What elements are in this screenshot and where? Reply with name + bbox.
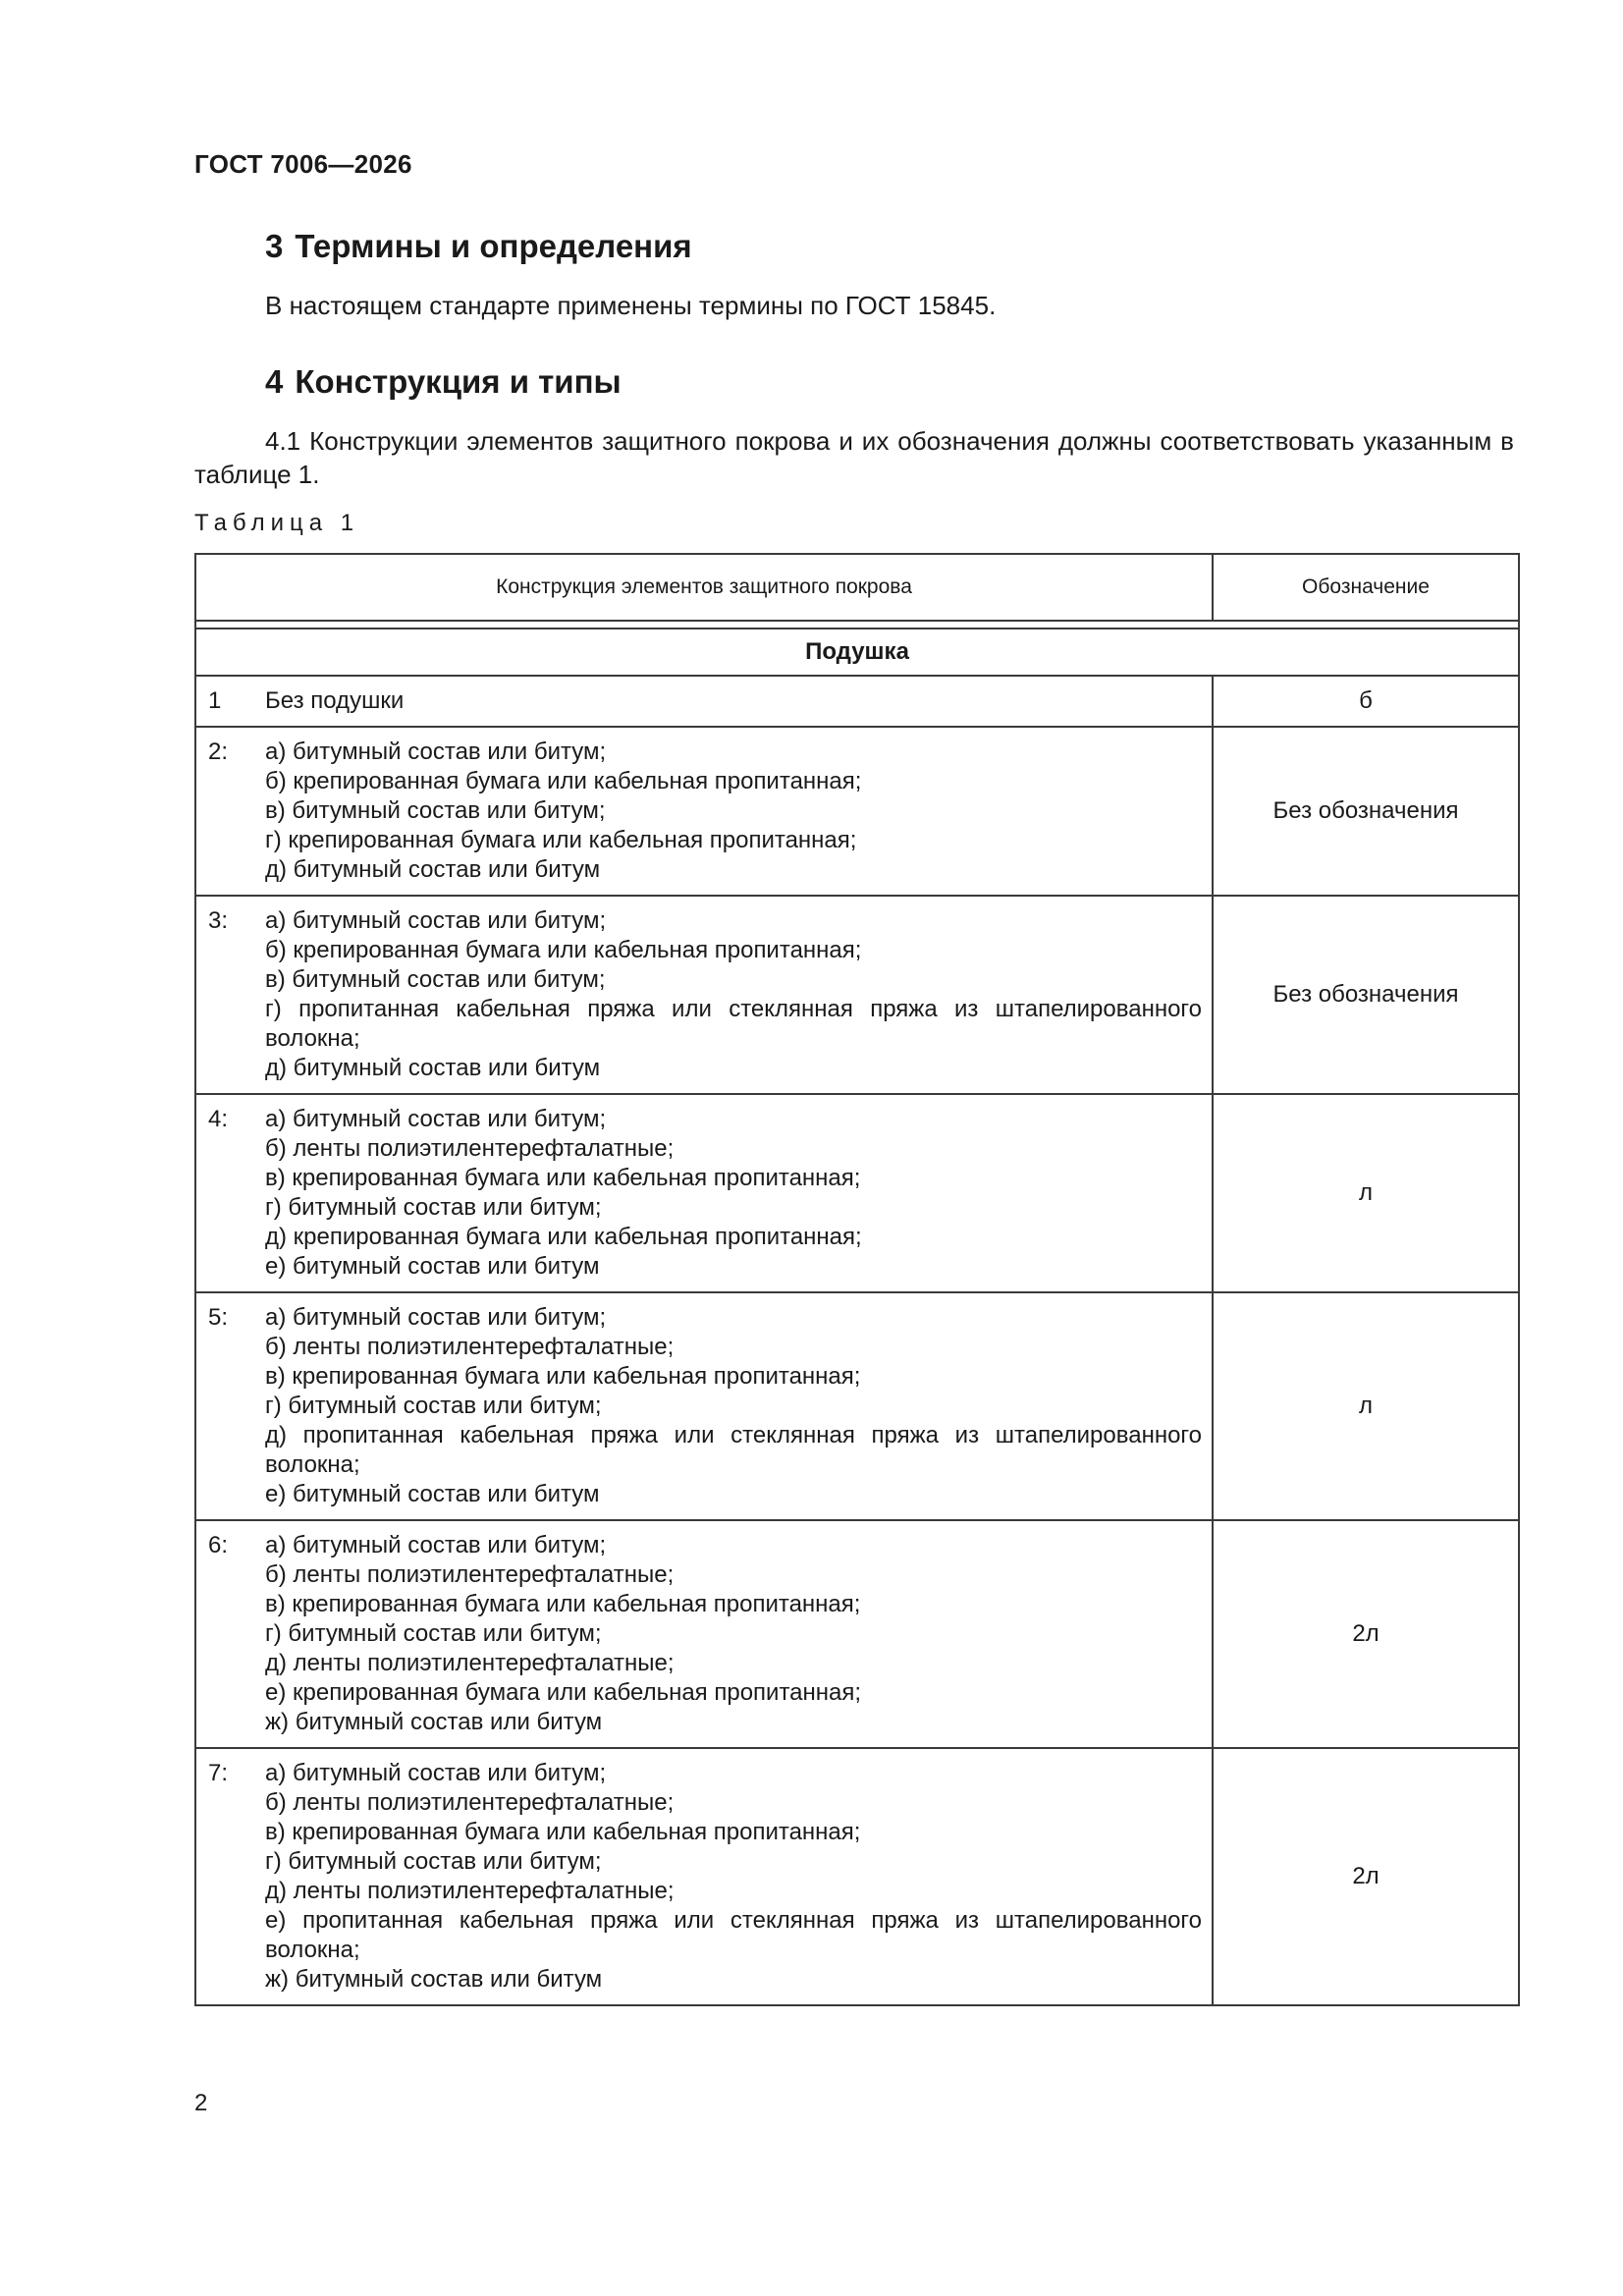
layer-item: е) битумный состав или битум <box>265 1253 600 1280</box>
layer-item: е) битумный состав или битум <box>265 1481 600 1507</box>
layer-list <box>265 1759 1202 1995</box>
layer-item: в) крепированная бумага или кабельная пропитанная; <box>265 1591 861 1617</box>
layer-item: в) крепированная бумага или кабельная пропитанная; <box>265 1363 861 1390</box>
table-row <box>195 1292 1519 1520</box>
designation-cell: Без обозначения <box>1213 727 1519 896</box>
layer-item: б) ленты полиэтилентерефталатные; <box>265 1789 675 1816</box>
construction-cell <box>195 896 1213 1094</box>
layer-list <box>265 1105 1202 1282</box>
table-row <box>195 676 1519 727</box>
layer-list <box>265 686 1202 716</box>
designation-cell: л <box>1213 1292 1519 1520</box>
layer-item: б) ленты полиэтилентерефталатные; <box>265 1334 675 1360</box>
group-row <box>195 629 1519 676</box>
document-code: ГОСТ 7006—2026 <box>194 149 412 179</box>
table-row <box>195 1094 1519 1292</box>
designation-cell: 2л <box>1213 1748 1519 2005</box>
page-number: 2 <box>194 2090 208 2116</box>
designation-cell: б <box>1213 676 1519 727</box>
section-3-title: Термины и определения <box>295 228 692 264</box>
row-number: 2: <box>208 738 229 765</box>
table-row <box>195 1748 1519 2005</box>
table-row <box>195 896 1519 1094</box>
section-4-number: 4 <box>265 363 284 400</box>
layer-item: е) крепированная бумага или кабельная пропитанная; <box>265 1679 862 1706</box>
layer-item: г) битумный состав или битум; <box>265 1393 602 1419</box>
layer-item: д) пропитанная кабельная пряжа или стеклянная пряжа из штапелированного волокна; <box>265 1422 1202 1478</box>
construction-cell <box>195 1748 1213 2005</box>
layer-item: ж) битумный состав или битум <box>265 1966 603 1993</box>
layer-item: г) крепированная бумага или кабельная пропитанная; <box>265 827 857 853</box>
header-gap <box>195 621 1519 629</box>
section-3-text: В настоящем стандарте применены термины по ГОСТ 15845. <box>265 291 997 320</box>
layer-item: ж) битумный состав или битум <box>265 1709 603 1735</box>
layer-item: д) ленты полиэтилентерефталатные; <box>265 1878 675 1904</box>
section-3-number: 3 <box>265 228 284 264</box>
construction-cell <box>195 1292 1213 1520</box>
layer-list <box>265 906 1202 1083</box>
layer-item: а) битумный состав или битум; <box>265 1304 607 1331</box>
table-row <box>195 1520 1519 1748</box>
layer-item: д) битумный состав или битум <box>265 856 601 883</box>
row-number: 7: <box>208 1760 229 1786</box>
header-construction: Конструкция элементов защитного покрова <box>195 554 1213 621</box>
designation-cell: Без обозначения <box>1213 896 1519 1094</box>
section-4-title: Конструкция и типы <box>295 363 622 400</box>
layer-item: а) битумный состав или битум; <box>265 1532 607 1558</box>
construction-cell <box>195 676 1213 727</box>
layer-item: д) ленты полиэтилентерефталатные; <box>265 1650 675 1676</box>
layer-item: в) битумный состав или битум; <box>265 797 606 824</box>
paragraph-4-1: 4.1 Конструкции элементов защитного покрова и их обозначения должны соответствовать указанным в таблице 1. <box>194 426 1514 489</box>
row-number: 5: <box>208 1304 229 1331</box>
section-4-heading <box>265 363 622 401</box>
layer-item: е) пропитанная кабельная пряжа или стеклянная пряжа из штапелированного волокна; <box>265 1907 1202 1963</box>
layer-item: д) битумный состав или битум <box>265 1055 601 1081</box>
construction-cell <box>195 1094 1213 1292</box>
layer-item: б) ленты полиэтилентерефталатные; <box>265 1135 675 1162</box>
layer-item: а) битумный состав или битум; <box>265 1106 607 1132</box>
row-number: 6: <box>208 1532 229 1558</box>
layer-item: г) битумный состав или битум; <box>265 1848 602 1875</box>
layer-list <box>265 1303 1202 1509</box>
layer-item: в) крепированная бумага или кабельная пропитанная; <box>265 1819 861 1845</box>
layer-list <box>265 1531 1202 1737</box>
layer-item: б) ленты полиэтилентерефталатные; <box>265 1561 675 1588</box>
layer-item: в) крепированная бумага или кабельная пропитанная; <box>265 1165 861 1191</box>
row-number: 1 <box>208 687 222 714</box>
layer-item: г) пропитанная кабельная пряжа или стеклянная пряжа из штапелированного волокна; <box>265 996 1202 1052</box>
table-row <box>195 727 1519 896</box>
constructions-table <box>194 553 1520 2006</box>
group-label: Подушка <box>195 629 1519 676</box>
designation-cell: л <box>1213 1094 1519 1292</box>
table-caption: Таблица 1 <box>194 510 360 536</box>
layer-item: г) битумный состав или битум; <box>265 1194 602 1221</box>
header-designation: Обозначение <box>1213 554 1519 621</box>
layer-item: а) битумный состав или битум; <box>265 1760 607 1786</box>
row-number: 3: <box>208 907 229 934</box>
layer-list <box>265 738 1202 885</box>
layer-item: б) крепированная бумага или кабельная пропитанная; <box>265 768 862 794</box>
layer-item: а) битумный состав или битум; <box>265 738 607 765</box>
construction-cell <box>195 727 1213 896</box>
layer-item: б) крепированная бумага или кабельная пропитанная; <box>265 937 862 963</box>
layer-item: Без подушки <box>265 687 405 714</box>
row-number: 4: <box>208 1106 229 1132</box>
designation-cell: 2л <box>1213 1520 1519 1748</box>
construction-cell <box>195 1520 1213 1748</box>
layer-item: а) битумный состав или битум; <box>265 907 607 934</box>
layer-item: в) битумный состав или битум; <box>265 966 606 993</box>
layer-item: г) битумный состав или битум; <box>265 1620 602 1647</box>
section-3-heading <box>265 228 692 265</box>
layer-item: д) крепированная бумага или кабельная пропитанная; <box>265 1224 862 1250</box>
